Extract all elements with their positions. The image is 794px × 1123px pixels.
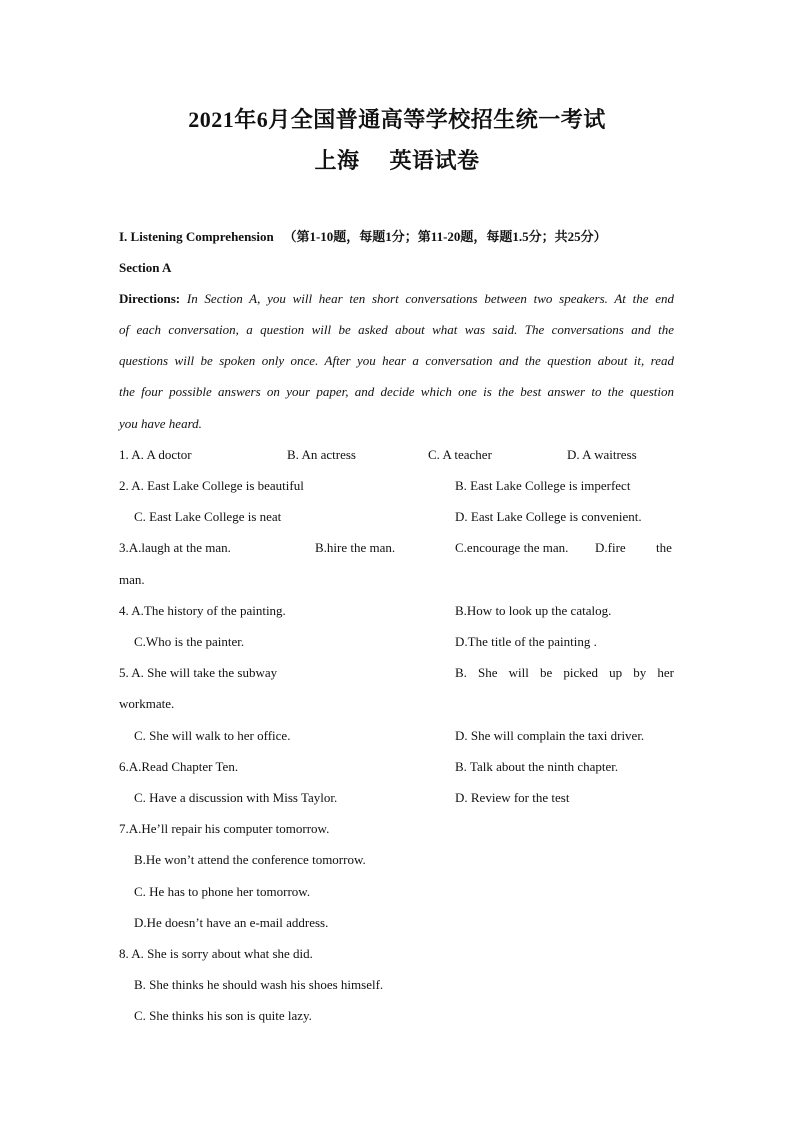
q2-option-c: C. East Lake College is neat bbox=[134, 509, 282, 524]
q5-wrap: workmate. bbox=[119, 696, 175, 711]
q6-option-b: B. Talk about the ninth chapter. bbox=[455, 759, 619, 774]
directions-text: In Section A, you will hear ten short conversations between two speakers. At the end bbox=[186, 291, 675, 306]
q5-option-d: D. She will complain the taxi driver. bbox=[455, 728, 645, 743]
q6-option-c: C. Have a discussion with Miss Taylor. bbox=[134, 790, 338, 805]
q5-option-c: C. She will walk to her office. bbox=[134, 728, 291, 743]
q5-option-a: 5. A. She will take the subway bbox=[119, 665, 278, 680]
q7-option-c: C. He has to phone her tomorrow. bbox=[134, 884, 311, 899]
directions-line: questions will be spoken only once. After you hear a conversation and the question about it, read bbox=[119, 353, 674, 368]
q7-option-d: D.He doesn’t have an e-mail address. bbox=[134, 915, 329, 930]
directions-line: the four possible answers on your paper, and decide which one is the best answer to the question bbox=[119, 384, 674, 399]
subtitle-subject: 英语试卷 bbox=[389, 148, 480, 173]
exam-subtitle bbox=[0, 144, 794, 175]
q8-option-a: 8. A. She is sorry about what she did. bbox=[119, 946, 313, 961]
q4-option-d: D.The title of the painting . bbox=[455, 634, 597, 649]
q4-option-c: C.Who is the painter. bbox=[134, 634, 245, 649]
q1-option-b: B. An actress bbox=[287, 447, 356, 462]
q3-wrap: man. bbox=[119, 572, 145, 587]
directions-line: you have heard. bbox=[119, 416, 202, 431]
q1-option-c: C. A teacher bbox=[428, 447, 492, 462]
q8-option-c: C. She thinks his son is quite lazy. bbox=[134, 1008, 312, 1023]
q3-option-b: B.hire the man. bbox=[315, 540, 396, 555]
subtitle-region: 上海 bbox=[314, 148, 360, 173]
q2-option-d: D. East Lake College is convenient. bbox=[455, 509, 642, 524]
directions-line: of each conversation, a question will be asked about what was said. The conversations and the bbox=[119, 322, 674, 337]
directions-line bbox=[119, 291, 674, 307]
q6-option-a: 6.A.Read Chapter Ten. bbox=[119, 759, 239, 774]
q1-option-d: D. A waitress bbox=[567, 447, 637, 462]
q8-option-b: B. She thinks he should wash his shoes himself. bbox=[134, 977, 384, 992]
q3-option-d: D.fire bbox=[595, 540, 626, 555]
q6-option-d: D. Review for the test bbox=[455, 790, 570, 805]
q7-option-a: 7.A.He’ll repair his computer tomorrow. bbox=[119, 821, 330, 836]
q4-option-b: B.How to look up the catalog. bbox=[455, 603, 612, 618]
exam-title: 2021年6月全国普通高等学校招生统一考试 bbox=[188, 107, 606, 132]
q1-option-a: 1. A. A doctor bbox=[119, 447, 192, 462]
q3-option-d-tail: the bbox=[656, 540, 672, 555]
q4-option-a: 4. A.The history of the painting. bbox=[119, 603, 286, 618]
q2-option-a: 2. A. East Lake College is beautiful bbox=[119, 478, 304, 493]
q7-option-b: B.He won’t attend the conference tomorrow. bbox=[134, 852, 366, 867]
section-title: I. Listening Comprehension bbox=[119, 229, 274, 244]
q2-option-b: B. East Lake College is imperfect bbox=[455, 478, 631, 493]
q5-option-b: B. She will be picked up by her bbox=[455, 665, 674, 680]
directions-label: Directions: bbox=[119, 291, 181, 306]
section-heading bbox=[119, 229, 607, 245]
q3-option-a: 3.A.laugh at the man. bbox=[119, 540, 231, 555]
section-points: （第1-10题，每题1分；第11-20题，每题1.5分；共25分） bbox=[283, 229, 607, 244]
section-a-heading: Section A bbox=[119, 260, 172, 275]
q3-option-c: C.encourage the man. bbox=[455, 540, 569, 555]
